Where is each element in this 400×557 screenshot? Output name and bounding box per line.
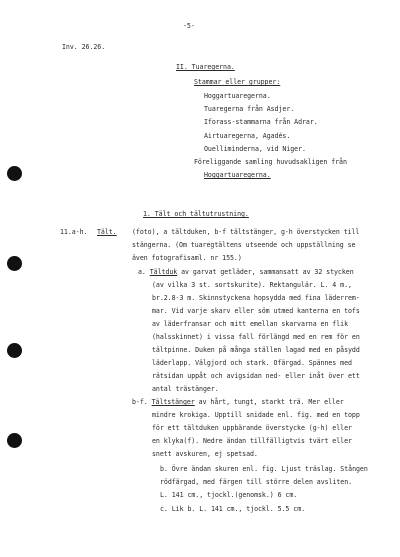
group-item: Iforass-stammarna från Adrar. [204, 118, 318, 126]
intro-line: stängerna. (Om tuaregtältens utseende och uppställning se [132, 241, 356, 249]
inventory-number: Inv. 26.26. [62, 43, 106, 51]
paragraph-bf-line: för ett tältduken uppbärande överstycke (g-h) eller [152, 424, 352, 432]
section-heading: II. Tuaregerna. [176, 63, 235, 71]
punch-hole [7, 256, 22, 271]
paragraph-text: av hårt, tungt, starkt trä. Mer eller [194, 398, 344, 406]
punch-hole [7, 433, 22, 448]
paragraph-a-line: mar. Vid varje skarv eller söm utmed kanterna en tofs [152, 307, 360, 315]
collection-note-group: Hoggartuaregerna. [204, 171, 271, 179]
paragraph-text: av garvat getläder, sammansatt av 32 stycken [177, 268, 354, 276]
paragraph-bf-line: en klyka(f). Nedre ändan tillfälligtvis tvärt eller [152, 437, 352, 445]
catalog-number: 11.a-h. [60, 228, 88, 236]
punch-hole [7, 166, 22, 181]
paragraph-bf-line: snett avskuren, ej spetsad. [152, 450, 258, 458]
paragraph-label: a. [138, 268, 146, 276]
punch-hole [7, 343, 22, 358]
paragraph-a-line: rätsidan uppåt och avigsidan ned- eller inåt över ett [152, 372, 360, 380]
group-item: Hoggartuaregerna. [204, 92, 271, 100]
paragraph-c-line: c. Lik b. L. 141 cm., tjockl. 5.5 cm. [160, 505, 306, 513]
section-subheading: Stammar eller grupper: [194, 78, 281, 86]
group-item: Ouelliminderna, vid Niger. [204, 145, 306, 153]
paragraph-title: Tältstänger [151, 398, 195, 406]
paragraph-a-line: tältpinne. Duken på många ställen lagad med en påsydd [152, 346, 360, 354]
paragraph-bf-line: mindre krokiga. Upptill snidade enl. fig. med en topp [152, 411, 360, 419]
paragraph-bf-first-line [132, 398, 344, 406]
subsection-heading: 1. Tält och tältutrustning. [143, 210, 249, 218]
item-name: Tält. [97, 228, 117, 236]
intro-line: (foto), a tältduken, b-f tältstänger, g-h överstycken till [132, 228, 360, 236]
paragraph-a-line: br.2.8-3 m. Skinnstyckena hopsydda med fina läderrem- [152, 294, 360, 302]
paragraph-a-line: (halsskinnet) i vissa fall förlängd med en rem för en [152, 333, 360, 341]
paragraph-b-line: b. Övre ändan skuren enl. fig. Ljust träslag. Stången [160, 465, 368, 473]
group-item: Tuaregerna från Asdjer. [204, 105, 295, 113]
intro-line: även fotografisaml. nr 155.) [132, 254, 242, 262]
paragraph-b-line: L. 141 cm., tjockl.(genomsk.) 6 cm. [160, 491, 298, 499]
paragraph-title: Tältduk [149, 268, 178, 276]
paragraph-b-line: rödfärgad, med färgen till större delen avsliten. [160, 478, 353, 486]
collection-note: Föreliggande samling huvudsakligen från [194, 158, 347, 166]
page-number: -5- [183, 22, 195, 30]
paragraph-a-line: av läderfransar och mitt emellan skarvarna en flik [152, 320, 348, 328]
paragraph-a-line: (av vilka 3 st. sortskurite). Rektangulär. L. 4 m., [152, 281, 352, 289]
paragraph-label: b-f. [132, 398, 148, 406]
paragraph-a-first-line [138, 268, 354, 276]
group-item: Airtuaregerna, Agadés. [204, 132, 291, 140]
paragraph-a-line: läderlapp. Välgjord och stark. Ofärgad. Spännes med [152, 359, 352, 367]
paragraph-a-line: antal trästänger. [152, 385, 219, 393]
